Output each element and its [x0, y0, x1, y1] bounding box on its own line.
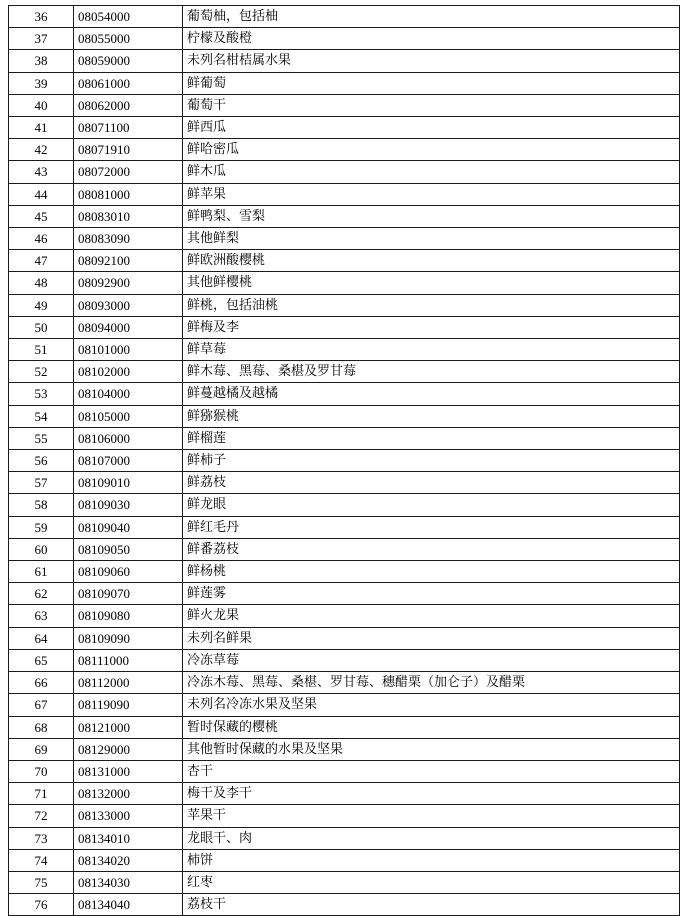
table-row [9, 6, 680, 28]
table-row [9, 694, 680, 716]
cell-hs-code: 08105000 [74, 405, 183, 427]
cell-hs-code: 08129000 [74, 738, 183, 760]
table-row [9, 161, 680, 183]
cell-hs-code: 08062000 [74, 94, 183, 116]
table-row [9, 805, 680, 827]
cell-hs-code: 08109030 [74, 494, 183, 516]
table-row [9, 672, 680, 694]
table-row [9, 760, 680, 782]
cell-hs-code: 08092100 [74, 250, 183, 272]
table-row [9, 738, 680, 760]
cell-serial-number: 66 [9, 672, 74, 694]
cell-hs-code: 08112000 [74, 672, 183, 694]
cell-hs-code: 08109040 [74, 516, 183, 538]
cell-serial-number: 59 [9, 516, 74, 538]
cell-product-name: 冷冻木莓、黑莓、桑椹、罗甘莓、穗醋栗（加仑子）及醋栗 [183, 672, 680, 694]
cell-serial-number: 69 [9, 738, 74, 760]
table-row [9, 627, 680, 649]
cell-hs-code: 08072000 [74, 161, 183, 183]
cell-hs-code: 08134030 [74, 871, 183, 893]
cell-serial-number: 37 [9, 28, 74, 50]
cell-serial-number: 56 [9, 450, 74, 472]
table-row [9, 561, 680, 583]
table-body [9, 6, 680, 916]
cell-product-name: 鲜西瓜 [183, 117, 680, 139]
cell-product-name: 鲜桃，包括油桃 [183, 294, 680, 316]
cell-serial-number: 68 [9, 716, 74, 738]
cell-serial-number: 50 [9, 316, 74, 338]
cell-hs-code: 08083090 [74, 228, 183, 250]
cell-product-name: 鲜草莓 [183, 339, 680, 361]
cell-serial-number: 38 [9, 50, 74, 72]
cell-serial-number: 44 [9, 183, 74, 205]
cell-serial-number: 43 [9, 161, 74, 183]
cell-serial-number: 42 [9, 139, 74, 161]
cell-product-name: 未列名冷冻水果及坚果 [183, 694, 680, 716]
table-row [9, 871, 680, 893]
cell-serial-number: 36 [9, 6, 74, 28]
cell-hs-code: 08121000 [74, 716, 183, 738]
cell-hs-code: 08093000 [74, 294, 183, 316]
cell-product-name: 柠檬及酸橙 [183, 28, 680, 50]
cell-serial-number: 73 [9, 827, 74, 849]
cell-hs-code: 08059000 [74, 50, 183, 72]
cell-hs-code: 08109090 [74, 627, 183, 649]
cell-serial-number: 72 [9, 805, 74, 827]
cell-product-name: 葡萄柚，包括柚 [183, 6, 680, 28]
cell-product-name: 梅干及李干 [183, 783, 680, 805]
cell-serial-number: 71 [9, 783, 74, 805]
table-row [9, 649, 680, 671]
cell-product-name: 鲜鸭梨、雪梨 [183, 205, 680, 227]
table-row [9, 294, 680, 316]
cell-serial-number: 65 [9, 649, 74, 671]
cell-serial-number: 52 [9, 361, 74, 383]
cell-hs-code: 08071100 [74, 117, 183, 139]
table-row [9, 605, 680, 627]
cell-hs-code: 08133000 [74, 805, 183, 827]
cell-serial-number: 39 [9, 72, 74, 94]
cell-hs-code: 08134020 [74, 849, 183, 871]
cell-serial-number: 53 [9, 383, 74, 405]
cell-product-name: 鲜榴莲 [183, 427, 680, 449]
table-row [9, 405, 680, 427]
cell-product-name: 葡萄干 [183, 94, 680, 116]
cell-product-name: 鲜苹果 [183, 183, 680, 205]
table-row [9, 583, 680, 605]
table-row [9, 94, 680, 116]
cell-hs-code: 08134010 [74, 827, 183, 849]
cell-hs-code: 08083010 [74, 205, 183, 227]
table-row [9, 117, 680, 139]
cell-product-name: 红枣 [183, 871, 680, 893]
cell-product-name: 未列名鲜果 [183, 627, 680, 649]
cell-product-name: 其他暂时保藏的水果及坚果 [183, 738, 680, 760]
table-row [9, 427, 680, 449]
cell-serial-number: 75 [9, 871, 74, 893]
cell-hs-code: 08071910 [74, 139, 183, 161]
cell-product-name: 龙眼干、肉 [183, 827, 680, 849]
cell-product-name: 鲜梅及李 [183, 316, 680, 338]
cell-hs-code: 08102000 [74, 361, 183, 383]
cell-serial-number: 62 [9, 583, 74, 605]
table-row [9, 450, 680, 472]
table-row [9, 383, 680, 405]
table-row [9, 472, 680, 494]
cell-serial-number: 46 [9, 228, 74, 250]
table-row [9, 538, 680, 560]
cell-serial-number: 60 [9, 538, 74, 560]
cell-serial-number: 58 [9, 494, 74, 516]
cell-hs-code: 08092900 [74, 272, 183, 294]
cell-product-name: 未列名柑桔属水果 [183, 50, 680, 72]
cell-serial-number: 64 [9, 627, 74, 649]
table-row [9, 228, 680, 250]
cell-product-name: 鲜蔓越橘及越橘 [183, 383, 680, 405]
cell-product-name: 鲜猕猴桃 [183, 405, 680, 427]
cell-serial-number: 49 [9, 294, 74, 316]
cell-product-name: 鲜柿子 [183, 450, 680, 472]
cell-product-name: 鲜龙眼 [183, 494, 680, 516]
cell-hs-code: 08094000 [74, 316, 183, 338]
cell-product-name: 鲜木瓜 [183, 161, 680, 183]
cell-hs-code: 08111000 [74, 649, 183, 671]
table-row [9, 716, 680, 738]
table-row [9, 272, 680, 294]
cell-hs-code: 08106000 [74, 427, 183, 449]
cell-hs-code: 08132000 [74, 783, 183, 805]
hs-code-table [8, 5, 680, 916]
table-row [9, 50, 680, 72]
cell-product-name: 柿饼 [183, 849, 680, 871]
table-row [9, 316, 680, 338]
cell-serial-number: 45 [9, 205, 74, 227]
cell-product-name: 冷冻草莓 [183, 649, 680, 671]
cell-product-name: 其他鲜梨 [183, 228, 680, 250]
cell-product-name: 暂时保藏的樱桃 [183, 716, 680, 738]
cell-product-name: 鲜杨桃 [183, 561, 680, 583]
table-row [9, 783, 680, 805]
cell-hs-code: 08134040 [74, 894, 183, 916]
cell-product-name: 鲜木莓、黑莓、桑椹及罗甘莓 [183, 361, 680, 383]
cell-hs-code: 08119090 [74, 694, 183, 716]
cell-serial-number: 55 [9, 427, 74, 449]
cell-product-name: 苹果干 [183, 805, 680, 827]
cell-product-name: 杏干 [183, 760, 680, 782]
table-row [9, 494, 680, 516]
cell-serial-number: 70 [9, 760, 74, 782]
cell-product-name: 鲜火龙果 [183, 605, 680, 627]
table-row [9, 827, 680, 849]
table-row [9, 72, 680, 94]
cell-product-name: 鲜葡萄 [183, 72, 680, 94]
cell-hs-code: 08104000 [74, 383, 183, 405]
cell-product-name: 鲜红毛丹 [183, 516, 680, 538]
table-row [9, 361, 680, 383]
cell-serial-number: 48 [9, 272, 74, 294]
cell-hs-code: 08109070 [74, 583, 183, 605]
cell-hs-code: 08061000 [74, 72, 183, 94]
cell-serial-number: 41 [9, 117, 74, 139]
cell-product-name: 鲜哈密瓜 [183, 139, 680, 161]
cell-hs-code: 08109050 [74, 538, 183, 560]
table-row [9, 139, 680, 161]
cell-serial-number: 63 [9, 605, 74, 627]
table-row [9, 516, 680, 538]
cell-product-name: 鲜荔枝 [183, 472, 680, 494]
table-row [9, 894, 680, 916]
cell-hs-code: 08054000 [74, 6, 183, 28]
table-row [9, 28, 680, 50]
cell-product-name: 鲜莲雾 [183, 583, 680, 605]
cell-serial-number: 57 [9, 472, 74, 494]
cell-hs-code: 08055000 [74, 28, 183, 50]
cell-hs-code: 08101000 [74, 339, 183, 361]
table-row [9, 339, 680, 361]
cell-product-name: 鲜番荔枝 [183, 538, 680, 560]
cell-serial-number: 76 [9, 894, 74, 916]
cell-serial-number: 54 [9, 405, 74, 427]
cell-hs-code: 08131000 [74, 760, 183, 782]
table-row [9, 205, 680, 227]
cell-hs-code: 08109010 [74, 472, 183, 494]
cell-hs-code: 08107000 [74, 450, 183, 472]
cell-hs-code: 08109080 [74, 605, 183, 627]
cell-product-name: 荔枝干 [183, 894, 680, 916]
cell-serial-number: 61 [9, 561, 74, 583]
cell-serial-number: 40 [9, 94, 74, 116]
cell-product-name: 其他鲜樱桃 [183, 272, 680, 294]
cell-serial-number: 74 [9, 849, 74, 871]
cell-serial-number: 67 [9, 694, 74, 716]
table-row [9, 183, 680, 205]
cell-hs-code: 08081000 [74, 183, 183, 205]
cell-serial-number: 47 [9, 250, 74, 272]
cell-serial-number: 51 [9, 339, 74, 361]
cell-product-name: 鲜欧洲酸樱桃 [183, 250, 680, 272]
cell-hs-code: 08109060 [74, 561, 183, 583]
table-row [9, 250, 680, 272]
